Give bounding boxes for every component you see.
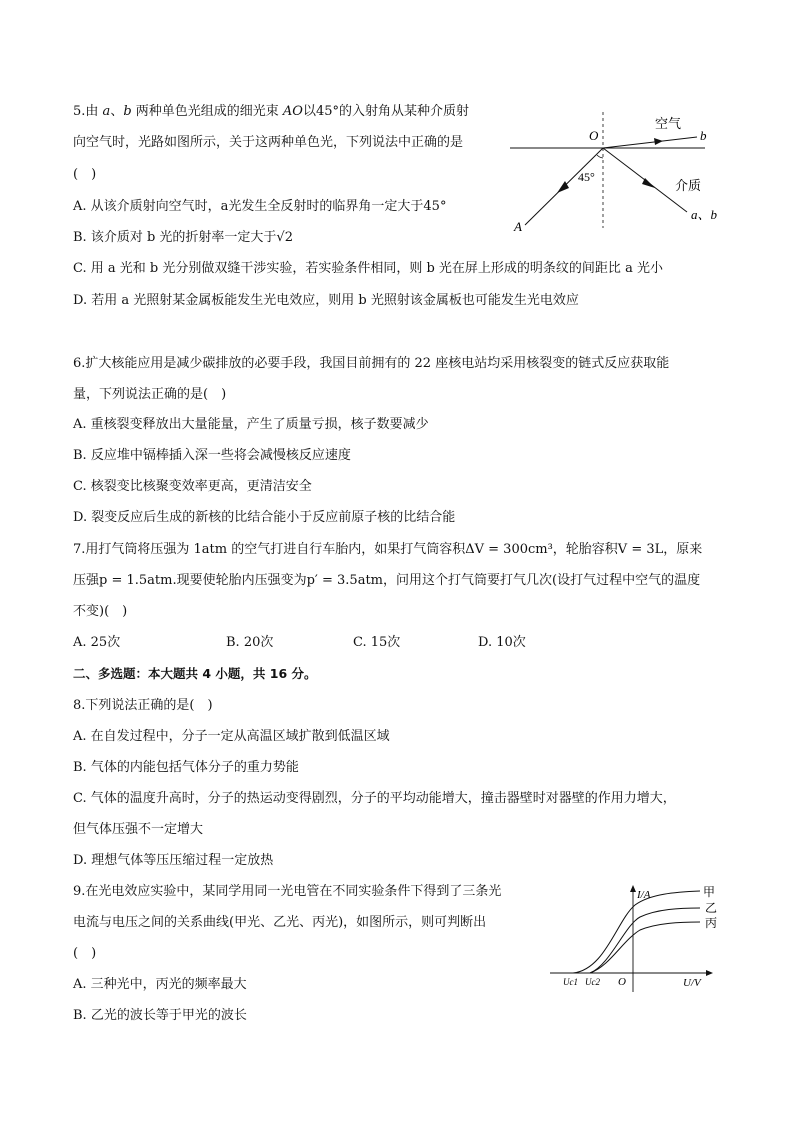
label-uc2: Uc2 [585, 977, 600, 987]
angle-arc [597, 155, 603, 158]
label-jia: 甲 [703, 885, 716, 899]
label-yi: 乙 [705, 901, 718, 915]
q9-option-b: B. 乙光的波长等于甲光的波长 [73, 1008, 247, 1023]
q9-stem-line1: 9.在光电效应实验中，某同学用同一光电管在不同实验条件下得到了三条光 [73, 884, 502, 899]
q6-option-a: A. 重核裂变释放出大量能量，产生了质量亏损，核子数要减少 [73, 417, 429, 432]
q5-stem-line3: ( ) [73, 167, 97, 182]
q6-stem-line2: 量，下列说法正确的是( ) [73, 387, 227, 402]
label-o: O [589, 128, 599, 143]
label-air: 空气 [655, 116, 682, 131]
q8-option-d: D. 理想气体等压压缩过程一定放热 [73, 853, 274, 868]
q7-option-d: D. 10次 [478, 635, 526, 650]
q9-photoelectric-graph [545, 880, 725, 995]
label-uc1: Uc1 [563, 977, 578, 987]
ray-b [603, 137, 697, 148]
q7-stem-line3: 不变)( ) [73, 604, 128, 619]
label-b: b [700, 128, 707, 143]
q5-stem-line1: 5.由 a、b 两种单色光组成的细光束 AO以45°的入射角从某种介质射 [73, 104, 470, 119]
q5-stem-line2: 向空气时，光路如图所示，关于这两种单色光，下列说法中正确的是 [73, 135, 464, 150]
q6-option-b: B. 反应堆中镉棒插入深一些将会减慢核反应速度 [73, 448, 351, 463]
q8-option-a: A. 在自发过程中，分子一定从高温区域扩散到低温区域 [73, 729, 390, 744]
q8-option-c-line1: C. 气体的温度升高时，分子的热运动变得剧烈，分子的平均动能增大，撞击器壁时对器壁的作用力增大， [73, 791, 676, 806]
label-origin: O [618, 976, 626, 988]
q9-stem-line2: 电流与电压之间的关系曲线(甲光、乙光、丙光)，如图所示，则可判断出 [73, 915, 487, 930]
label-ab: a、b [691, 207, 718, 222]
q5-option-d: D. 若用 a 光照射某金属板能发生光电效应，则用 b 光照射该金属板也可能发生光电效应 [73, 293, 579, 308]
q7-option-b: B. 20次 [226, 635, 274, 650]
y-axis-arrow [630, 885, 636, 892]
q9-stem-line3: ( ) [73, 946, 97, 961]
q7-stem-line1: 7.用打气筒将压强为 1atm 的空气打进自行车胎内，如果打气筒容积ΔV = 300cm³，轮胎容积V = 3L，原来 [73, 542, 703, 557]
label-a-point: A [514, 219, 522, 234]
q5-option-c: C. 用 a 光和 b 光分别做双缝干涉实验，若实验条件相同，则 b 光在屏上形成的明条纹的间距比 a 光小 [73, 261, 663, 276]
ray-b-arrow [654, 138, 663, 145]
q8-option-b: B. 气体的内能包括气体分子的重力势能 [73, 760, 299, 775]
q8-stem: 8.下列说法正确的是( ) [73, 698, 213, 713]
q7-option-a: A. 25次 [73, 635, 121, 650]
q8-option-c-line2: 但气体压强不一定增大 [73, 822, 204, 837]
label-angle: 45° [578, 170, 595, 184]
section-heading-multiple-choice: 二、多选题：本大题共 4 小题，共 16 分。 [73, 666, 317, 681]
q9-option-a: A. 三种光中，丙光的频率最大 [73, 977, 247, 992]
label-x-axis: U/V [683, 977, 701, 989]
q6-option-c: C. 核裂变比核聚变效率更高，更清洁安全 [73, 479, 312, 494]
q5-refraction-figure [505, 110, 735, 240]
q5-option-b: B. 该介质对 b 光的折射率一定大于√2 [73, 230, 293, 245]
q6-option-d: D. 裂变反应后生成的新核的比结合能小于反应前原子核的比结合能 [73, 510, 456, 525]
q5-option-a: A. 从该介质射向空气时，a光发生全反射时的临界角一定大于45° [73, 199, 447, 214]
label-bing: 丙 [705, 916, 718, 930]
q7-option-c: C. 15次 [353, 635, 401, 650]
label-y-axis: I/A [637, 889, 651, 901]
q7-stem-line2: 压强p = 1.5atm.现要使轮胎内压强变为p′ = 3.5atm，问用这个打气筒要打气几次(设打气过程中空气的温度 [73, 573, 701, 588]
label-medium: 介质 [675, 178, 702, 193]
curve-yi [590, 908, 700, 973]
x-axis-arrow [706, 970, 713, 976]
q6-stem-line1: 6.扩大核能应用是减少碳排放的必要手段，我国目前拥有的 22 座核电站均采用核裂变的链式反应获取能 [73, 356, 670, 371]
